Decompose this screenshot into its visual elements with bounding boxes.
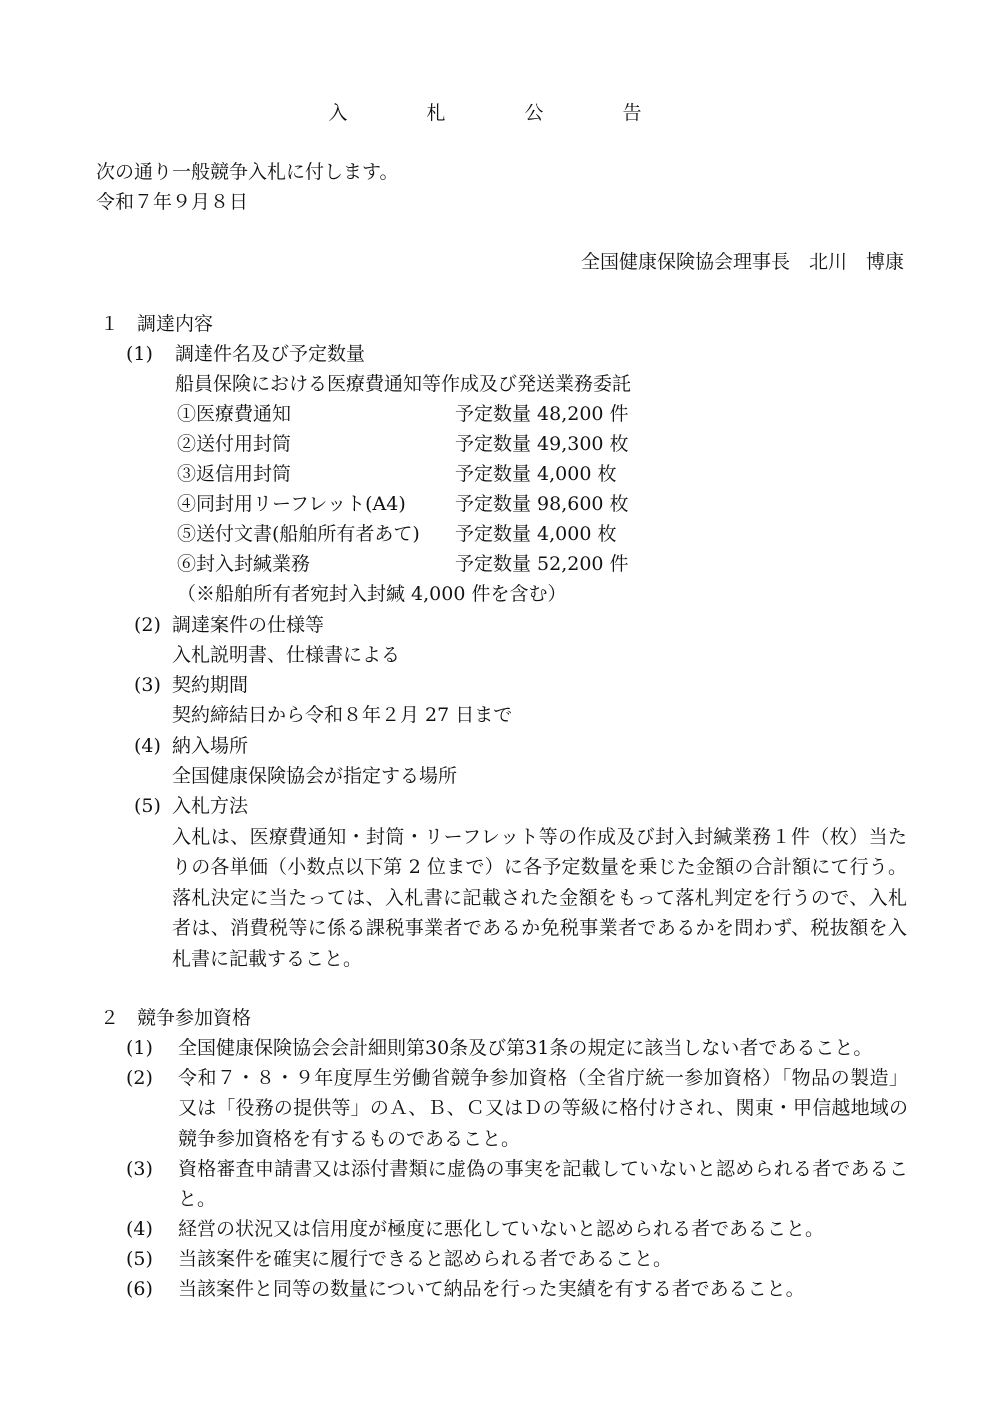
qualification-number: (2) bbox=[126, 1067, 153, 1089]
document-title: 入 札 公 告 bbox=[328, 102, 672, 124]
section1-item3-label: 契約期間 bbox=[172, 674, 249, 696]
qualification-number: (6) bbox=[126, 1278, 153, 1300]
issuer-name: 全国健康保険協会理事長 北川 博康 bbox=[580, 251, 904, 273]
quantity-item-name: ①医療費通知 bbox=[177, 403, 292, 425]
quantity-item-name: ⑥封入封緘業務 bbox=[177, 553, 311, 575]
section1-item2-number: (2) bbox=[134, 614, 161, 636]
section1-item4-number: (4) bbox=[134, 735, 161, 757]
bid-method-paragraph: 入札は、医療費通知・封筒・リーフレット等の作成及び封入封緘業務１件（枚）当たりの各単価（小数点以下第 2 位まで）に各予定数量を乗じた金額の合計額にて行う。落札決定に当たっては、入札書に記載された金額をもって落札判定を行うので、入札者は、消費税等に係る課税事業者であるか免税事業者であるかを問わず、税抜額を入札書に記載すること。 bbox=[172, 826, 907, 970]
section1-item4-label: 納入場所 bbox=[172, 735, 249, 757]
section1-item1-label: 調達件名及び予定数量 bbox=[175, 343, 366, 365]
procurement-subject: 船員保険における医療費通知等作成及び発送業務委託 bbox=[175, 373, 632, 395]
section1-item3-text: 契約締結日から令和８年２月 27 日まで bbox=[172, 704, 513, 726]
section1-item2-text: 入札説明書、仕様書による bbox=[172, 644, 401, 666]
quantity-item-value: 予定数量 52,200 件 bbox=[455, 553, 629, 575]
qualification-text: 当該案件と同等の数量について納品を行った実績を有する者であること。 bbox=[178, 1278, 805, 1300]
quantity-item-name: ③返信用封筒 bbox=[177, 463, 292, 485]
section1-number: １ bbox=[100, 313, 120, 335]
quantity-item-value: 予定数量 48,200 件 bbox=[455, 403, 629, 425]
quantity-note: （※船舶所有者宛封入封緘 4,000 件を含む） bbox=[177, 583, 567, 605]
quantity-item-name: ②送付用封筒 bbox=[177, 433, 292, 455]
qualification-text: 令和７・８・９年度厚生労働省競争参加資格（全省庁統一参加資格）「物品の製造」又は「役務の提供等」のＡ、Ｂ、Ｃ又はＤの等級に格付けされ、関東・甲信越地域の競争参加資格を有するものであること。 bbox=[178, 1067, 908, 1150]
quantity-item-value: 予定数量 4,000 枚 bbox=[455, 523, 617, 545]
quantity-item-value: 予定数量 4,000 枚 bbox=[455, 463, 617, 485]
section1-item2-label: 調達案件の仕様等 bbox=[172, 614, 325, 636]
intro-text: 次の通り一般競争入札に付します。 bbox=[96, 161, 399, 183]
qualification-number: (5) bbox=[126, 1248, 153, 1270]
section1-item5-number: (5) bbox=[134, 795, 161, 817]
section1-item5-label: 入札方法 bbox=[172, 795, 249, 817]
quantity-item-value: 予定数量 49,300 枚 bbox=[455, 433, 629, 455]
qualification-text: 全国健康保険協会会計細則第30条及び第31条の規定に該当しない者であること。 bbox=[178, 1037, 873, 1059]
qualification-text: 当該案件を確実に履行できると認められる者であること。 bbox=[178, 1248, 673, 1270]
qualification-text: 資格審査申請書又は添付書類に虚偽の事実を記載していないと認められる者であること。 bbox=[178, 1158, 908, 1211]
section1-heading: 調達内容 bbox=[137, 313, 214, 335]
quantity-item-name: ⑤送付文書(船舶所有者あて) bbox=[177, 523, 420, 545]
section1-item3-number: (3) bbox=[134, 674, 161, 696]
quantity-item-name: ④同封用リーフレット(A4) bbox=[177, 493, 406, 515]
notice-date: 令和７年９月８日 bbox=[96, 191, 249, 213]
qualification-number: (1) bbox=[126, 1037, 153, 1059]
section2-heading: 競争参加資格 bbox=[137, 1007, 252, 1029]
qualification-text: 経営の状況又は信用度が極度に悪化していないと認められる者であること。 bbox=[178, 1218, 825, 1240]
section2-number: ２ bbox=[100, 1007, 120, 1029]
section1-item4-text: 全国健康保険協会が指定する場所 bbox=[172, 765, 458, 787]
section1-item1-number: (1) bbox=[126, 343, 153, 365]
quantity-item-value: 予定数量 98,600 枚 bbox=[455, 493, 629, 515]
qualification-number: (4) bbox=[126, 1218, 153, 1240]
qualification-number: (3) bbox=[126, 1158, 153, 1180]
